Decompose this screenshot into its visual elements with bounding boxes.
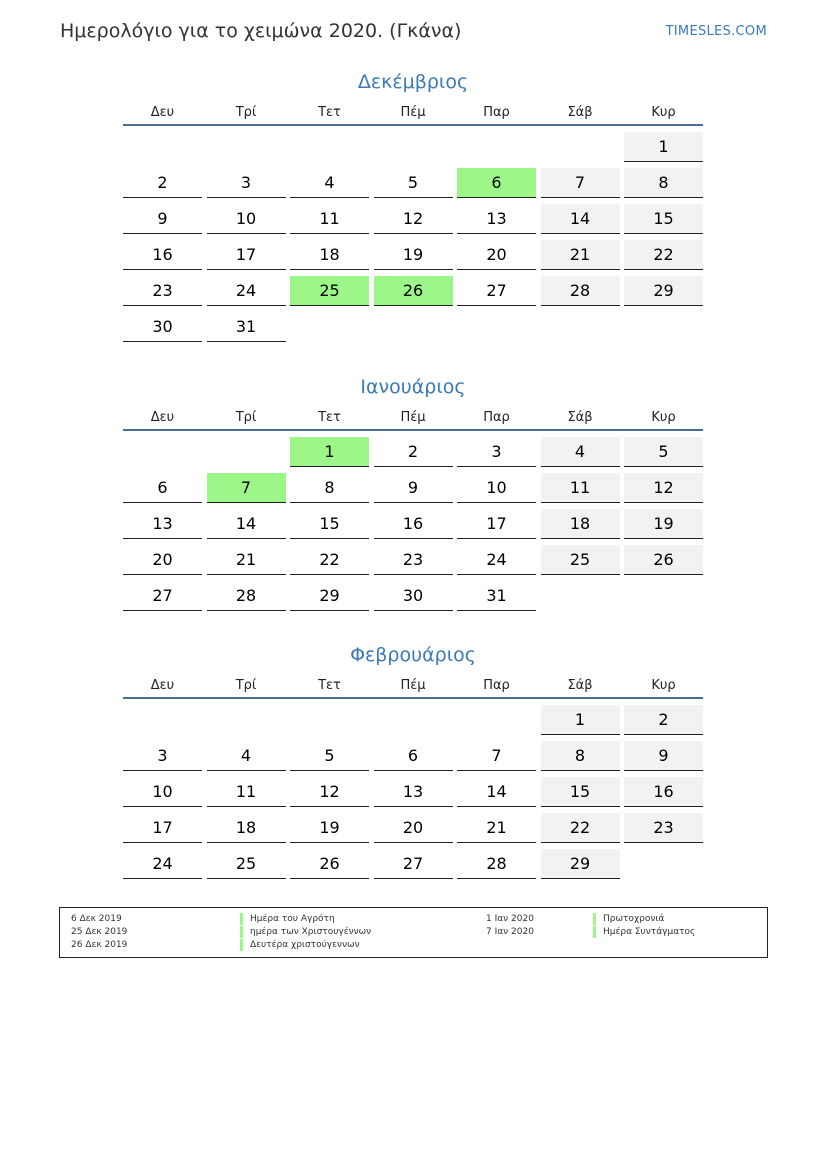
empty-cell [207, 132, 286, 162]
day-cell[interactable]: 21 [457, 813, 536, 843]
day-cell[interactable]: 11 [290, 204, 369, 234]
day-cell[interactable]: 5 [290, 741, 369, 771]
weekday-header [123, 104, 703, 126]
empty-cell [207, 705, 286, 735]
day-cell[interactable]: 17 [207, 240, 286, 270]
day-cell[interactable]: 10 [123, 777, 202, 807]
day-cell[interactable]: 17 [457, 509, 536, 539]
day-cell[interactable]: 10 [207, 204, 286, 234]
holiday-day-cell[interactable]: 6 [457, 168, 536, 198]
legend-date: 26 Δεκ 2019 [71, 940, 128, 950]
day-cell[interactable]: 11 [541, 473, 620, 503]
page-title: Ημερολόγιο για το χειμώνα 2020. (Γκάνα) [60, 20, 462, 42]
weekday-thu: Πέμ [400, 410, 426, 425]
day-cell[interactable]: 15 [541, 777, 620, 807]
empty-cell [123, 132, 202, 162]
holiday-day-cell[interactable]: 26 [374, 276, 453, 306]
day-cell[interactable]: 20 [123, 545, 202, 575]
day-cell[interactable]: 23 [374, 545, 453, 575]
day-cell[interactable]: 29 [624, 276, 703, 306]
day-cell[interactable]: 4 [290, 168, 369, 198]
day-cell[interactable]: 12 [624, 473, 703, 503]
day-cell[interactable]: 13 [457, 204, 536, 234]
day-cell[interactable]: 28 [457, 849, 536, 879]
day-cell[interactable]: 25 [541, 545, 620, 575]
day-cell[interactable]: 12 [290, 777, 369, 807]
day-cell[interactable]: 2 [624, 705, 703, 735]
empty-cell [374, 705, 453, 735]
legend-holiday-name: Δευτέρα χριστούγεννων [240, 939, 360, 951]
day-cell[interactable]: 7 [541, 168, 620, 198]
day-cell[interactable]: 4 [207, 741, 286, 771]
legend-holiday-name: Πρωτοχρονιά [593, 913, 664, 925]
legend-holiday-name: Ημέρα Συντάγματος [593, 926, 695, 938]
day-cell[interactable]: 26 [290, 849, 369, 879]
legend-date: 6 Δεκ 2019 [71, 914, 122, 924]
day-cell[interactable]: 19 [374, 240, 453, 270]
day-cell[interactable]: 22 [624, 240, 703, 270]
weekday-mon: Δευ [150, 678, 175, 693]
weekday-thu: Πέμ [400, 105, 426, 120]
day-cell[interactable]: 31 [457, 581, 536, 611]
weekday-sun: Κυρ [651, 678, 676, 693]
empty-cell [123, 437, 202, 467]
day-cell[interactable]: 2 [123, 168, 202, 198]
day-cell[interactable]: 22 [290, 545, 369, 575]
day-cell[interactable]: 9 [374, 473, 453, 503]
day-cell[interactable]: 6 [123, 473, 202, 503]
weekday-sun: Κυρ [651, 105, 676, 120]
day-cell[interactable]: 8 [541, 741, 620, 771]
day-cell[interactable]: 4 [541, 437, 620, 467]
day-cell[interactable]: 2 [374, 437, 453, 467]
day-cell[interactable]: 3 [123, 741, 202, 771]
month-name: Φεβρουάριος [350, 644, 476, 666]
weekday-sat: Σάβ [567, 410, 593, 425]
legend-date: 7 Ιαν 2020 [486, 927, 534, 937]
empty-cell [123, 705, 202, 735]
month-february [123, 641, 703, 879]
day-cell[interactable]: 24 [123, 849, 202, 879]
weekday-sat: Σάβ [567, 105, 593, 120]
day-cell[interactable]: 18 [290, 240, 369, 270]
legend-date: 25 Δεκ 2019 [71, 927, 128, 937]
holiday-day-cell[interactable]: 25 [290, 276, 369, 306]
day-cell[interactable]: 22 [541, 813, 620, 843]
day-cell[interactable]: 5 [374, 168, 453, 198]
weekday-tue: Τρί [235, 410, 257, 425]
legend-holiday-name: Ημέρα του Αγρότη [240, 913, 335, 925]
month-name: Ιανουάριος [360, 376, 466, 398]
brand-logo[interactable]: TIMESLES.COM [665, 24, 767, 39]
day-cell[interactable]: 20 [457, 240, 536, 270]
day-cell[interactable]: 27 [374, 849, 453, 879]
empty-cell [457, 705, 536, 735]
weekday-tue: Τρί [235, 678, 257, 693]
day-cell[interactable]: 27 [123, 581, 202, 611]
day-grid [123, 132, 703, 342]
day-cell[interactable]: 18 [207, 813, 286, 843]
day-cell[interactable]: 10 [457, 473, 536, 503]
legend-holiday-name: ημέρα των Χριστουγέννων [240, 926, 371, 938]
day-cell[interactable]: 12 [374, 204, 453, 234]
day-cell[interactable]: 3 [457, 437, 536, 467]
day-cell[interactable]: 9 [624, 741, 703, 771]
day-cell[interactable]: 15 [624, 204, 703, 234]
day-cell[interactable]: 15 [290, 509, 369, 539]
holiday-day-cell[interactable]: 7 [207, 473, 286, 503]
day-grid [123, 705, 703, 879]
holiday-day-cell[interactable]: 1 [290, 437, 369, 467]
empty-cell [374, 132, 453, 162]
empty-cell [541, 132, 620, 162]
weekday-sun: Κυρ [651, 410, 676, 425]
month-name: Δεκέμβριος [357, 71, 469, 93]
day-cell[interactable]: 7 [457, 741, 536, 771]
weekday-header [123, 409, 703, 431]
empty-cell [457, 132, 536, 162]
empty-cell [207, 437, 286, 467]
day-cell[interactable]: 19 [624, 509, 703, 539]
day-cell[interactable]: 3 [207, 168, 286, 198]
weekday-mon: Δευ [150, 105, 175, 120]
day-cell[interactable]: 23 [123, 276, 202, 306]
day-cell[interactable]: 9 [123, 204, 202, 234]
day-cell[interactable]: 19 [290, 813, 369, 843]
day-cell[interactable]: 14 [457, 777, 536, 807]
day-cell[interactable]: 21 [541, 240, 620, 270]
day-cell[interactable]: 25 [207, 849, 286, 879]
day-cell[interactable]: 24 [457, 545, 536, 575]
day-cell[interactable]: 17 [123, 813, 202, 843]
weekday-tue: Τρί [235, 105, 257, 120]
day-cell[interactable]: 28 [541, 276, 620, 306]
day-cell[interactable]: 29 [541, 849, 620, 879]
day-cell[interactable]: 27 [457, 276, 536, 306]
day-cell[interactable]: 8 [290, 473, 369, 503]
day-cell[interactable]: 31 [207, 312, 286, 342]
day-cell[interactable]: 18 [541, 509, 620, 539]
legend-date: 1 Ιαν 2020 [486, 914, 534, 924]
day-cell[interactable]: 16 [624, 777, 703, 807]
day-cell[interactable]: 16 [374, 509, 453, 539]
day-cell[interactable]: 29 [290, 581, 369, 611]
empty-cell [290, 132, 369, 162]
day-cell[interactable]: 13 [123, 509, 202, 539]
day-cell[interactable]: 11 [207, 777, 286, 807]
day-cell[interactable]: 30 [374, 581, 453, 611]
weekday-mon: Δευ [150, 410, 175, 425]
day-cell[interactable]: 20 [374, 813, 453, 843]
weekday-fri: Παρ [483, 410, 510, 425]
month-january [123, 373, 703, 611]
day-cell[interactable]: 14 [207, 509, 286, 539]
day-cell[interactable]: 23 [624, 813, 703, 843]
day-cell[interactable]: 13 [374, 777, 453, 807]
day-cell[interactable]: 5 [624, 437, 703, 467]
day-cell[interactable]: 24 [207, 276, 286, 306]
weekday-sat: Σάβ [567, 678, 593, 693]
day-cell[interactable]: 28 [207, 581, 286, 611]
day-cell[interactable]: 30 [123, 312, 202, 342]
day-cell[interactable]: 21 [207, 545, 286, 575]
weekday-thu: Πέμ [400, 678, 426, 693]
month-december [123, 68, 703, 342]
weekday-wed: Τετ [318, 410, 341, 425]
day-cell[interactable]: 16 [123, 240, 202, 270]
day-cell[interactable]: 14 [541, 204, 620, 234]
holiday-legend [59, 907, 768, 958]
weekday-fri: Παρ [483, 105, 510, 120]
day-cell[interactable]: 8 [624, 168, 703, 198]
day-cell[interactable]: 1 [624, 132, 703, 162]
day-cell[interactable]: 26 [624, 545, 703, 575]
empty-cell [290, 705, 369, 735]
weekday-wed: Τετ [318, 678, 341, 693]
weekday-wed: Τετ [318, 105, 341, 120]
weekday-header [123, 677, 703, 699]
day-cell[interactable]: 1 [541, 705, 620, 735]
day-cell[interactable]: 6 [374, 741, 453, 771]
day-grid [123, 437, 703, 611]
weekday-fri: Παρ [483, 678, 510, 693]
